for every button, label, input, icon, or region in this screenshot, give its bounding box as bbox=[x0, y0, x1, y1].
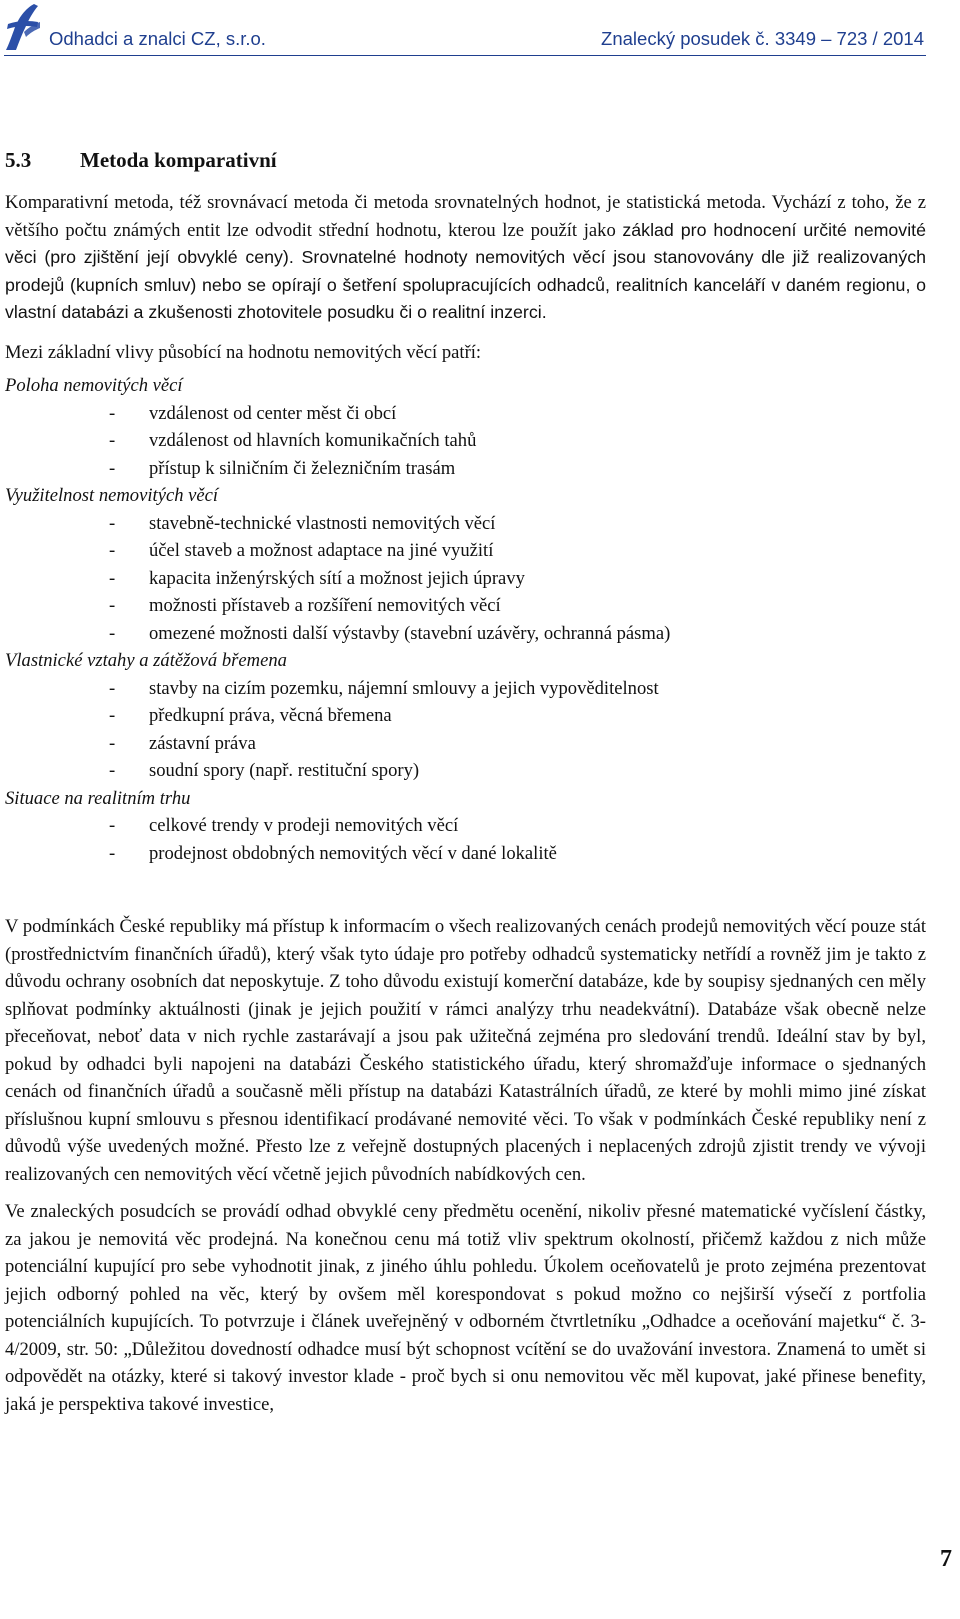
section-heading bbox=[5, 148, 926, 173]
section-title: Metoda komparativní bbox=[80, 148, 277, 172]
list-item: - předkupní práva, věcná břemena bbox=[5, 702, 926, 730]
factors-intro: Mezi základní vlivy působící na hodnotu nemovitých věcí patří: bbox=[5, 341, 482, 363]
list-item: - celkové trendy v prodeji nemovitých věcí bbox=[5, 812, 926, 840]
list-item: - prodejnost obdobných nemovitých věcí v dané lokalitě bbox=[5, 840, 926, 868]
intro-serif: Komparativní metoda, též srovnávací metoda či metoda srovnatelných hodnot, je statistická metoda. Vychází z toho, že z většího počtu známých entit lze odvodit střední hodnotu, kterou lze použít jako bbox=[5, 192, 926, 241]
header-company: Odhadci a znalci CZ, s.r.o. bbox=[49, 28, 266, 49]
page-number: 7 bbox=[940, 1546, 952, 1572]
factors-list bbox=[5, 372, 926, 867]
list-item: - vzdálenost od hlavních komunikačních tahů bbox=[5, 427, 926, 455]
list-item: - zástavní práva bbox=[5, 730, 926, 758]
company-logo-icon bbox=[4, 2, 42, 52]
section-number: 5.3 bbox=[5, 148, 32, 172]
factor-heading: Situace na realitním trhu bbox=[5, 787, 191, 809]
list-item: - omezené možnosti další výstavby (stavební uzávěry, ochranná pásma) bbox=[5, 620, 926, 648]
list-item: - kapacita inženýrských sítí a možnost jejich úpravy bbox=[5, 565, 926, 593]
page-header bbox=[0, 0, 930, 58]
list-item: - přístup k silničním či železničním trasám bbox=[5, 455, 926, 483]
factor-heading: Poloha nemovitých věcí bbox=[5, 375, 183, 396]
factor-heading: Vlastnické vztahy a zátěžová břemena bbox=[5, 650, 287, 671]
factor-group bbox=[5, 372, 926, 482]
body-paragraph-2: Ve znaleckých posudcích se provádí odhad obvyklé ceny předmětu ocenění, nikoliv přesné matematické vyčíslení částky, za jakou je nemovitá věc prodejná. Na konečnou cenu má totiž vliv spektrum okolností, přičemž každou z nich může potenciální kupující pro sebe vyhodnotit jinak, z jiného úhlu pohledu. Úkolem oceňovatelů je proto zejména prezentovat jejich odborný pohled na věc, který by ovšem měl korespondovat s pokud možno co nejširší výsečí z portfolia potenciálních kupujících. To potvrzuje i článek uveřejněný v odborném čtvrtletníku „Odhadce a oceňování majetku“ č. 3-4/2009, str. 50: „Důležitou dovedností odhadce musí být schopnost vcítění se do uvažování investora. Znamená to umět si odpovědět na otázky, které si takový investor klade - proč bych si onu nemovitou věc měl kupovat, jaké přinese benefity, jaká je perspektiva takové investice, bbox=[5, 1201, 926, 1415]
spacer bbox=[5, 867, 926, 913]
list-item: - stavby na cizím pozemku, nájemní smlouvy a jejich vypověditelnost bbox=[5, 675, 926, 703]
intro-sans: základ pro hodnocení určité nemovité věci (pro zjištění její obvyklé ceny). Srovnatelné hodnoty nemovitých věcí jsou stanovovány dle již realizovaných prodejů (kupních smluv) nebo se opírají o šetření spolupracujících odhadců, realitních kanceláří v daném regionu, o vlastní databázi a zkušenosti zhotovitele posudku či o realitní inzerci. bbox=[5, 219, 926, 322]
header-divider bbox=[4, 55, 926, 56]
list-item: - vzdálenost od center měst či obcí bbox=[5, 400, 926, 428]
list-item: - soudní spory (např. restituční spory) bbox=[5, 757, 926, 785]
header-doc-ref: Znalecký posudek č. 3349 – 723 / 2014 bbox=[601, 28, 924, 49]
list-item: - stavebně-technické vlastnosti nemovitých věcí bbox=[5, 510, 926, 538]
page-content bbox=[5, 148, 926, 1418]
body-paragraph-1: V podmínkách České republiky má přístup k informacím o všech realizovaných cenách prodejů nemovitých věcí pouze stát (prostřednictvím finančních úřadů), který však tyto údaje pro potřeby odhadců systematicky netřídí a rovněž jim je takto z důvodu ochrany osobních dat neposkytuje. Z toho důvodu existují komerční databáze, kde by soupisy sjednaných cen měly splňovat podmínky aktuálnosti (jinak je jejich použití v rámci analýzy trhu neadekvátní). Databáze však obecně nelze přeceňovat, neboť data v nich rychle zastarávají a jsou pak užitečná zejména pro sledování trendů. Ideální stav by byl, pokud by odhadci byli napojeni na databázi Českého statistického úřadu, který shromažďuje informace o sjednaných cenách od finančních úřadů a současně měli přístup na databázi Katastrálních úřadů, ze které by mohli mimo jiné získat příslušnou kupní smlouvu s přesnou identifikací prodávané nemovité věci. To však v podmínkách České republiky není z důvodů výše uvedených možné. Přesto lze z veřejně dostupných placených i neplacených zdrojů zjistit trendy ve vývoji realizovaných cen nemovitých věcí včetně jejich původních nabídkových cen. bbox=[5, 916, 926, 1185]
list-item: - účel staveb a možnost adaptace na jiné využití bbox=[5, 537, 926, 565]
factor-group bbox=[5, 785, 926, 868]
factor-group bbox=[5, 482, 926, 647]
intro-paragraph bbox=[5, 189, 926, 327]
factor-group bbox=[5, 647, 926, 785]
list-item: - možnosti přístaveb a rozšíření nemovitých věcí bbox=[5, 592, 926, 620]
factor-heading: Využitelnost nemovitých věcí bbox=[5, 485, 219, 506]
